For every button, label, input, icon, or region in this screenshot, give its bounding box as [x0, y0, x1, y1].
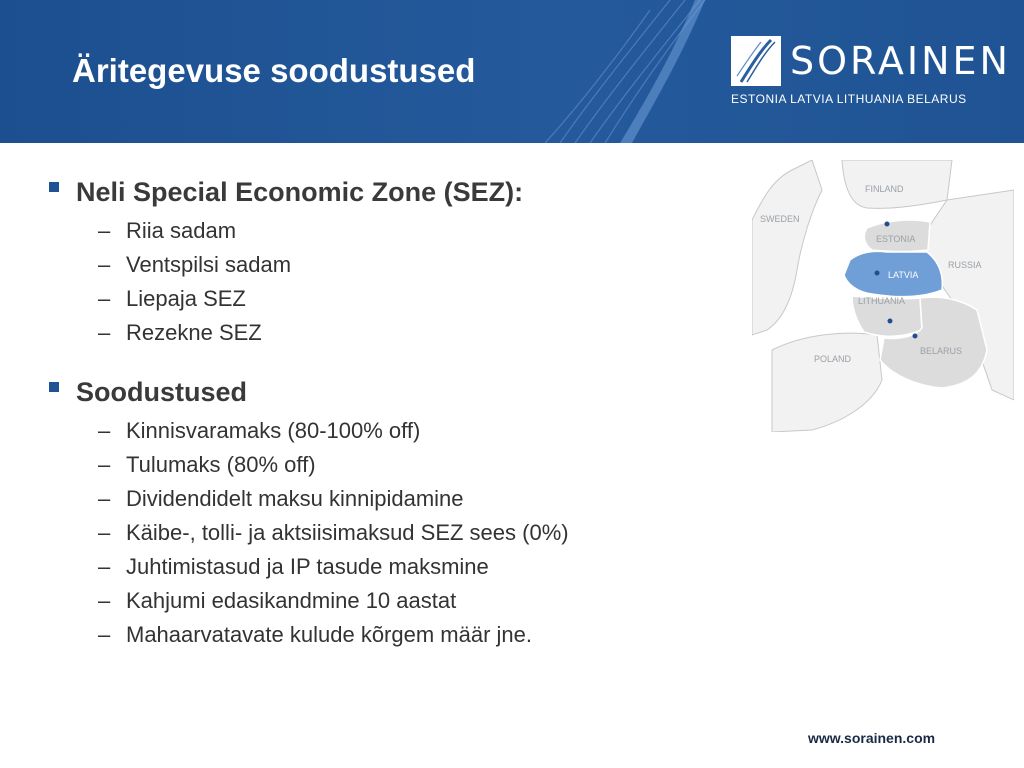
list-item-text: Dividendidelt maksu kinnipidamine — [126, 486, 464, 511]
list-item-text: Kahjumi edasikandmine 10 aastat — [126, 588, 457, 613]
list-item — [98, 448, 726, 482]
list-item-text: Juhtimistasud ja IP tasude maksmine — [126, 554, 489, 579]
list-item — [98, 316, 726, 350]
dash-bullet-icon: – — [98, 622, 111, 647]
dash-bullet-icon: – — [98, 286, 111, 311]
footer-website: www.sorainen.com — [808, 730, 936, 746]
map-label-sweden: SWEDEN — [760, 214, 800, 224]
section-benefits — [46, 370, 726, 652]
list-item — [98, 414, 726, 448]
square-bullet-icon — [49, 382, 59, 392]
logo-countries: ESTONIA LATVIA LITHUANIA BELARUS — [731, 92, 967, 106]
list-item — [98, 618, 726, 652]
section-list — [46, 170, 726, 652]
list-item-text: Mahaarvatavate kulude kõrgem määr jne. — [126, 622, 532, 647]
dash-bullet-icon: – — [98, 554, 111, 579]
dash-bullet-icon: – — [98, 252, 111, 277]
list-item-text: Liepaja SEZ — [126, 286, 246, 311]
list-item — [98, 482, 726, 516]
map-label-latvia: LATVIA — [888, 270, 919, 280]
dash-bullet-icon: – — [98, 486, 111, 511]
sub-list — [76, 414, 726, 652]
map-city-dot — [875, 271, 880, 276]
map-label-russia: RUSSIA — [948, 260, 982, 270]
dash-bullet-icon: – — [98, 452, 111, 477]
slide-header — [0, 0, 1024, 143]
list-item-text: Ventspilsi sadam — [126, 252, 292, 277]
list-item-text: Rezekne SEZ — [126, 320, 262, 345]
map-label-estonia: ESTONIA — [876, 234, 916, 244]
dash-bullet-icon: – — [98, 588, 111, 613]
dash-bullet-icon: – — [98, 418, 111, 443]
list-item — [98, 214, 726, 248]
section-sez — [46, 170, 726, 350]
sub-list — [76, 214, 726, 350]
sorainen-logo-icon — [731, 36, 781, 86]
map-label-lithuania: LITHUANIA — [858, 296, 906, 306]
dash-bullet-icon: – — [98, 218, 111, 243]
list-item — [98, 516, 726, 550]
dash-bullet-icon: – — [98, 520, 111, 545]
list-item-text: Tulumaks (80% off) — [126, 452, 316, 477]
section-heading: Soodustused — [76, 377, 248, 407]
map-label-poland: POLAND — [814, 354, 852, 364]
list-item-text: Kinnisvaramaks (80-100% off) — [126, 418, 421, 443]
map-label-finland: FINLAND — [865, 184, 904, 194]
list-item-text: Riia sadam — [126, 218, 237, 243]
map-land-sweden — [752, 160, 822, 335]
slide-title: Äritegevuse soodustused — [72, 52, 476, 89]
list-item — [98, 584, 726, 618]
logo-wordmark: SORAINEN — [790, 39, 1011, 83]
decorative-swoosh-graphic — [520, 0, 740, 143]
square-bullet-icon — [49, 182, 59, 192]
list-item — [98, 550, 726, 584]
baltic-region-map — [752, 160, 1014, 432]
list-item-text: Käibe-, tolli- ja aktsiisimaksud SEZ sees (0%) — [126, 520, 569, 545]
list-item — [98, 282, 726, 316]
section-heading: Neli Special Economic Zone (SEZ): — [76, 177, 524, 207]
map-label-belarus: BELARUS — [920, 346, 963, 356]
map-city-dot — [885, 222, 890, 227]
map-city-dot — [913, 334, 918, 339]
slide-content — [46, 170, 726, 652]
map-city-dot — [888, 319, 893, 324]
map-land-poland — [772, 333, 882, 432]
dash-bullet-icon: – — [98, 320, 111, 345]
list-item — [98, 248, 726, 282]
